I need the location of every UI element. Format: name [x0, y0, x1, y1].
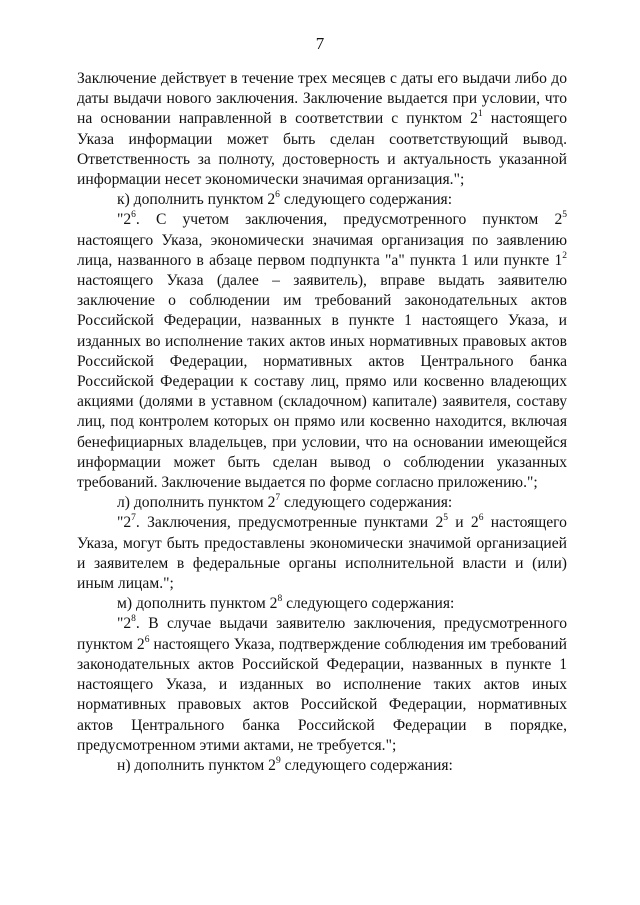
- text-segment: следующего содержания:: [282, 595, 455, 613]
- superscript-index: 8: [131, 614, 136, 625]
- document-body: [77, 69, 567, 776]
- text-segment: Заключение действует в течение трех месяцев с даты его выдачи либо до даты выдачи нового заключения. Заключение выдается при условии, что на основании направленной в соответствии с пунктом 2: [77, 70, 567, 128]
- superscript-index: 1: [477, 109, 483, 120]
- paragraph-p1: [77, 69, 567, 190]
- text-segment: следующего содержания:: [280, 756, 453, 774]
- superscript-index: 5: [562, 210, 567, 221]
- text-segment: "2: [117, 615, 132, 633]
- text-segment: . Заключения, предусмотренные пунктами 2: [135, 514, 444, 532]
- superscript-index: 7: [131, 513, 136, 524]
- text-segment: к) дополнить пунктом 2: [117, 191, 276, 209]
- superscript-index: 6: [275, 190, 280, 201]
- paragraph-p4: [77, 493, 567, 513]
- text-segment: л) дополнить пунктом 2: [117, 494, 276, 512]
- superscript-index: 6: [478, 513, 484, 524]
- superscript-index: 2: [562, 250, 567, 261]
- text-segment: . В случае выдачи заявителю заключения, предусмотренного пунктом 2: [77, 615, 567, 653]
- superscript-index: 8: [277, 594, 283, 605]
- text-segment: настоящего Указа информации может быть сделан соответствующий вывод. Ответственность за полноту, достоверность и актуальность указанной информации несет экономически значимая организация.";: [77, 110, 567, 189]
- paragraph-p7: [77, 614, 567, 755]
- superscript-index: 6: [144, 634, 150, 645]
- text-segment: настоящего Указа (далее – заявитель), вправе выдать заявителю заключение о соблюдении им требований законодательных актов Российской Федерации, названных в пункте 1 настоящего Указа, и изданных во исполнение таких актов иных нормативных правовых актов Российской Федерации, нормативных актов Центрального банка Российской Федерации к составу лиц, прямо или косвенно владеющих акциями (долями в уставном (складочном) капитале) заявителя, составу лиц, под контролем которых он прямо или косвенно находится, включая бенефициарных владельцев, при условии, что на основании имеющейся информации может быть сделан вывод о соблюдении указанных требований. Заключение выдается по форме согласно приложению.";: [77, 272, 567, 492]
- text-segment: . С учетом заключения, предусмотренного пунктом 2: [135, 211, 563, 229]
- text-segment: "2: [117, 514, 132, 532]
- paragraph-p8: [77, 756, 567, 776]
- paragraph-p5: [77, 513, 567, 594]
- paragraph-p6: [77, 594, 567, 614]
- text-segment: "2: [117, 211, 132, 229]
- text-segment: настоящего Указа, подтверждение соблюдения им требований законодательных актов Российской Федерации, названных в пункте 1 настоящего Указа, и изданных во исполнение таких актов иных нормативных правовых актов Российской Федерации, нормативных актов Центрального банка Российской Федерации в порядке, предусмотренном этими актами, не требуется.";: [77, 635, 568, 754]
- text-segment: и 2: [448, 514, 479, 532]
- superscript-index: 6: [131, 210, 136, 221]
- paragraph-p3: [77, 210, 567, 493]
- text-segment: настоящего Указа, могут быть предоставлены экономически значимой организацией и заявителем в федеральные органы исполнительной власти и (или) иным лицам.";: [77, 514, 567, 593]
- page-number: 7: [315, 34, 325, 53]
- superscript-index: 9: [275, 755, 281, 766]
- superscript-index: 5: [443, 513, 448, 524]
- paragraph-p2: [77, 190, 567, 210]
- text-segment: следующего содержания:: [280, 494, 453, 512]
- text-segment: настоящего Указа, экономически значимая организация по заявлению лица, названного в абзаце первом подпункта "а" пункта 1 или пункте 1: [77, 231, 567, 269]
- text-segment: н) дополнить пунктом 2: [117, 756, 276, 774]
- text-segment: следующего содержания:: [279, 191, 453, 209]
- superscript-index: 7: [275, 493, 281, 504]
- text-segment: м) дополнить пунктом 2: [117, 595, 278, 613]
